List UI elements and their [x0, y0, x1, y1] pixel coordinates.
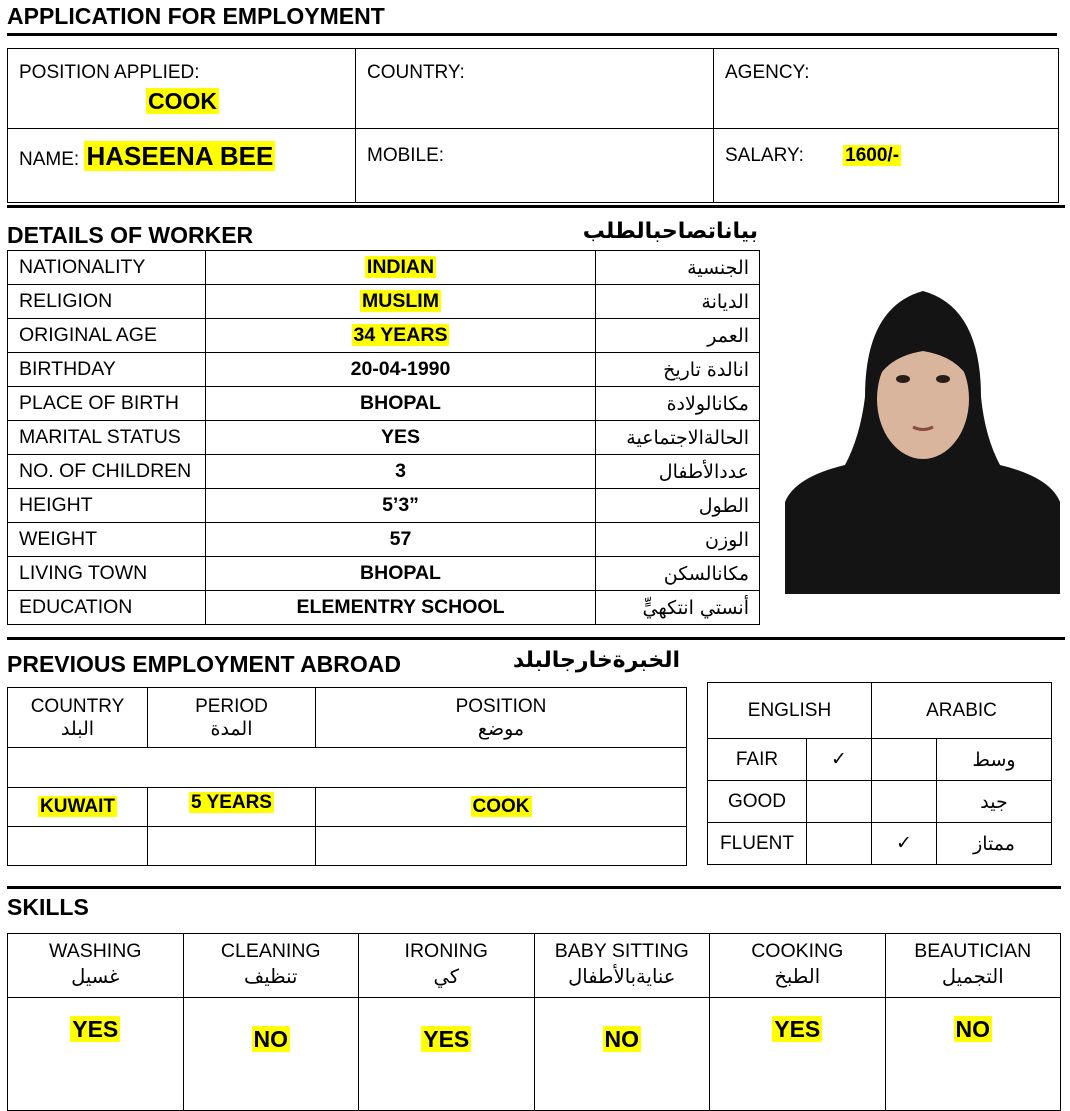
detail-value: MUSLIM: [362, 290, 439, 312]
language-level-en: FAIR: [708, 739, 807, 781]
col-period-ar: المدة: [210, 717, 253, 740]
detail-row: [8, 251, 760, 285]
arabic-check: ✓: [872, 823, 937, 865]
detail-label-ar-text: الديانة: [701, 290, 749, 313]
skill-value: YES: [72, 1016, 119, 1042]
detail-row: [8, 319, 760, 353]
detail-row: [8, 591, 760, 625]
skill-value: YES: [423, 1026, 470, 1052]
name-value: HASEENA BEE: [86, 141, 274, 171]
detail-label-ar-text: الوزن: [704, 528, 749, 551]
mobile-label: MOBILE:: [367, 145, 445, 166]
english-check: ✓: [807, 739, 872, 781]
detail-value: YES: [380, 426, 421, 448]
skill-name: BEAUTICIAN: [914, 940, 1032, 962]
arabic-header: ARABIC: [872, 683, 1052, 739]
language-row: [708, 781, 1052, 823]
arabic-check: [872, 781, 937, 823]
col-period-en: PERIOD: [195, 695, 268, 717]
detail-row: [8, 285, 760, 319]
detail-label-ar: [596, 421, 760, 455]
col-position-ar: موضع: [477, 717, 525, 740]
detail-value: 5’3”: [382, 494, 419, 516]
previous-employment-table: [7, 687, 687, 866]
skill-value-cell: [885, 998, 1061, 1111]
detail-value: 34 YEARS: [353, 324, 448, 346]
detail-value-cell: [206, 523, 596, 557]
skill-header: [8, 934, 184, 998]
position-value: COOK: [148, 88, 217, 114]
applicant-summary-table: [7, 48, 1059, 203]
detail-value-cell: [206, 455, 596, 489]
details-title: DETAILS OF WORKER: [7, 222, 254, 248]
skills-table: [7, 933, 1061, 1111]
detail-value-cell: [206, 319, 596, 353]
detail-row: [8, 489, 760, 523]
detail-label-ar-text: الحالةالاجتماعية: [626, 426, 749, 449]
detail-label-ar-text: الجنسية: [687, 256, 749, 279]
skill-value: YES: [774, 1016, 821, 1042]
detail-label-ar: [596, 557, 760, 591]
detail-label-ar-text: أنستي انتكهيٍّ: [642, 596, 749, 619]
skill-name: BABY SITTING: [554, 940, 689, 962]
detail-row: [8, 455, 760, 489]
skill-value: NO: [604, 1026, 639, 1052]
employment-period: 5 YEARS: [191, 792, 272, 813]
col-country-ar: البلد: [60, 717, 95, 740]
detail-label-ar: [596, 387, 760, 421]
detail-label: PLACE OF BIRTH: [8, 387, 206, 421]
language-row: [708, 823, 1052, 865]
detail-label: NATIONALITY: [8, 251, 206, 285]
skill-value: NO: [253, 1026, 288, 1052]
detail-label-ar: [596, 489, 760, 523]
language-table: [707, 682, 1052, 865]
language-level-ar: وسط: [937, 739, 1052, 781]
skill-name: CLEANING: [220, 940, 321, 962]
salary-label: SALARY:: [725, 145, 804, 166]
detail-label: MARITAL STATUS: [8, 421, 206, 455]
detail-value: ELEMENTRY SCHOOL: [296, 596, 505, 618]
skill-value-cell: [710, 998, 886, 1111]
empty-row: [8, 748, 687, 788]
detail-label-ar-text: مكانالسكن: [663, 562, 749, 585]
detail-value-cell: [206, 489, 596, 523]
skill-header: [183, 934, 359, 998]
language-level-ar: ممتاز: [937, 823, 1052, 865]
worker-details-table: [7, 250, 760, 625]
skill-header: [710, 934, 886, 998]
details-title-ar: بياناتصاحبالطلب: [582, 219, 758, 244]
previous-title: PREVIOUS EMPLOYMENT ABROAD: [7, 651, 402, 677]
detail-value-cell: [206, 557, 596, 591]
language-level-en: FLUENT: [708, 823, 807, 865]
section-rule-3: [7, 886, 1061, 889]
detail-label-ar: [596, 353, 760, 387]
applicant-photo-icon: [785, 287, 1060, 594]
skill-name-ar: تنظيف: [244, 965, 298, 988]
detail-row: [8, 523, 760, 557]
arabic-check: [872, 739, 937, 781]
name-label: NAME:: [19, 149, 80, 170]
detail-label: BIRTHDAY: [8, 353, 206, 387]
previous-title-ar: الخبرةخارجالبلد: [512, 648, 680, 673]
detail-label-ar-text: الطول: [698, 494, 749, 517]
detail-label-ar: [596, 591, 760, 625]
english-check: [807, 823, 872, 865]
detail-value-cell: [206, 353, 596, 387]
detail-value-cell: [206, 591, 596, 625]
salary-value: 1600/-: [845, 145, 900, 166]
skill-header: [534, 934, 710, 998]
detail-label-ar: [596, 319, 760, 353]
skill-header: [359, 934, 535, 998]
language-level-ar: جيد: [937, 781, 1052, 823]
employment-country: KUWAIT: [40, 796, 115, 817]
detail-value: 3: [395, 460, 406, 482]
detail-label: RELIGION: [8, 285, 206, 319]
language-level-en: GOOD: [708, 781, 807, 823]
skill-name-ar: التجميل: [941, 965, 1004, 988]
agency-label: AGENCY:: [725, 62, 810, 83]
employment-position: COOK: [472, 796, 530, 817]
detail-label: WEIGHT: [8, 523, 206, 557]
detail-label: NO. OF CHILDREN: [8, 455, 206, 489]
page-title: APPLICATION FOR EMPLOYMENT: [7, 3, 385, 29]
skill-value-cell: [534, 998, 710, 1111]
applicant-photo: [785, 287, 1060, 594]
detail-value-cell: [206, 421, 596, 455]
skill-value: NO: [955, 1016, 990, 1042]
detail-label-ar-text: العمر: [707, 324, 749, 347]
english-check: [807, 781, 872, 823]
skill-name: WASHING: [49, 940, 142, 962]
detail-label-ar-text: مكانالولادة: [666, 392, 749, 415]
english-header: ENGLISH: [708, 683, 872, 739]
detail-value: BHOPAL: [360, 562, 441, 584]
detail-label: HEIGHT: [8, 489, 206, 523]
skill-name-ar: غسيل: [71, 965, 120, 988]
section-rule: [7, 205, 1065, 208]
detail-value: 20-04-1990: [350, 358, 451, 380]
detail-value-cell: [206, 387, 596, 421]
detail-label-ar-text: انالدة تاريخ: [663, 358, 749, 381]
detail-label-ar: [596, 523, 760, 557]
detail-label-ar: [596, 285, 760, 319]
detail-value-cell: [206, 285, 596, 319]
detail-value: INDIAN: [366, 256, 435, 278]
position-label: POSITION APPLIED:: [19, 62, 200, 83]
skill-name-ar: الطبخ: [774, 965, 821, 988]
detail-row: [8, 421, 760, 455]
section-rule-2: [7, 637, 1065, 640]
skill-value-cell: [183, 998, 359, 1111]
skill-name-ar: كي: [433, 965, 460, 988]
detail-row: [8, 387, 760, 421]
title-rule: [7, 33, 1057, 36]
detail-row: [8, 557, 760, 591]
skill-header: [885, 934, 1061, 998]
skill-name-ar: عنايةبالأطفال: [568, 965, 676, 988]
skills-title: SKILLS: [7, 894, 89, 920]
language-row: [708, 739, 1052, 781]
country-label: COUNTRY:: [367, 62, 465, 83]
col-country-en: COUNTRY: [30, 695, 125, 717]
col-position-en: POSITION: [455, 695, 547, 717]
detail-label-ar: [596, 455, 760, 489]
skill-name: IRONING: [404, 940, 488, 962]
skill-value-cell: [359, 998, 535, 1111]
detail-label: ORIGINAL AGE: [8, 319, 206, 353]
detail-label-ar-text: عددالأطفال: [658, 460, 749, 483]
detail-label-ar: [596, 251, 760, 285]
detail-value-cell: [206, 251, 596, 285]
detail-label: LIVING TOWN: [8, 557, 206, 591]
skill-value-cell: [8, 998, 184, 1111]
detail-value: BHOPAL: [360, 392, 441, 414]
detail-row: [8, 353, 760, 387]
skill-name: COOKING: [751, 940, 844, 962]
detail-value: 57: [389, 528, 412, 550]
detail-label: EDUCATION: [8, 591, 206, 625]
